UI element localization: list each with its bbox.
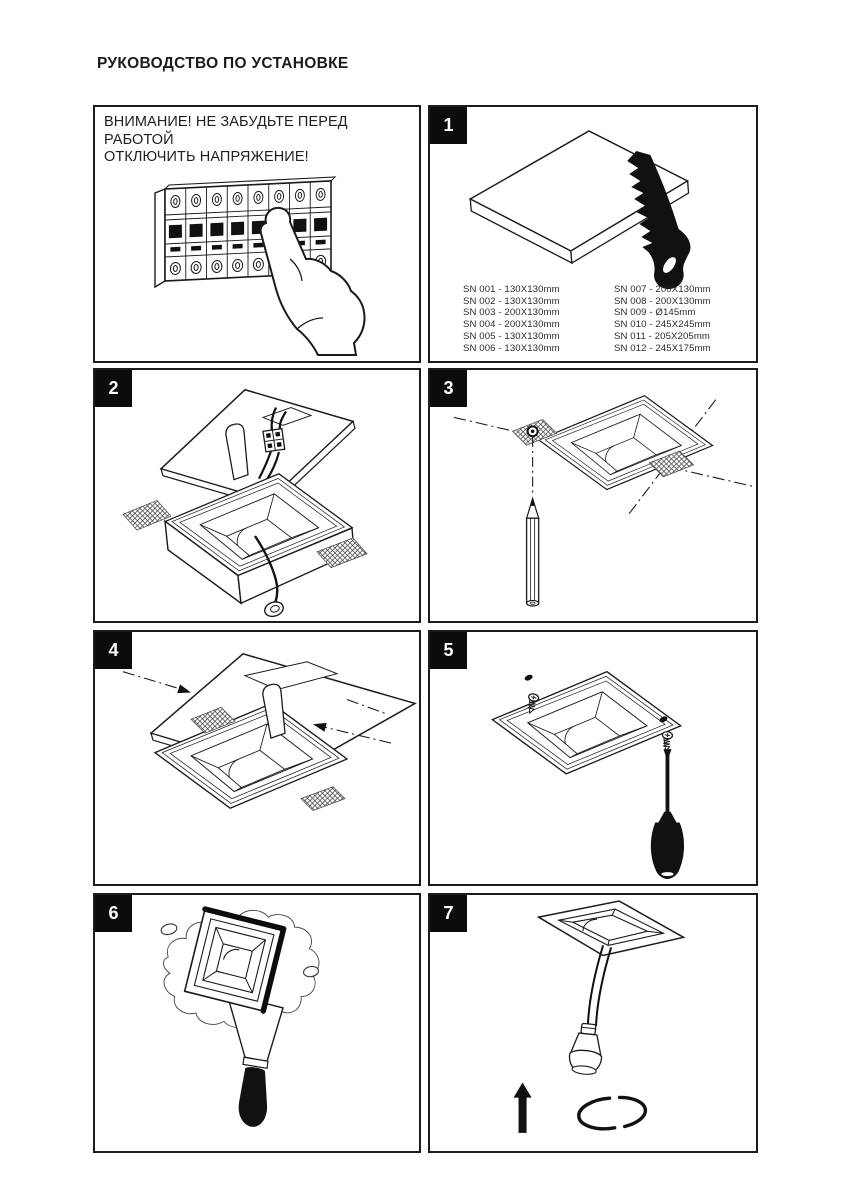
model-item: SN 004 - 200X130mm [463, 319, 560, 331]
putty-knife-icon [227, 994, 283, 1127]
screw-hole-mark [524, 674, 534, 682]
step-number-badge: 5 [430, 632, 467, 669]
step-panel-4 [93, 630, 421, 886]
recessed-fixture-icon [539, 396, 713, 490]
warning-text [104, 114, 419, 167]
terminal-block-icon [263, 429, 285, 452]
lamp-bulb-icon [568, 1022, 605, 1075]
page-title: РУКОВОДСТВО ПО УСТАНОВКЕ [97, 55, 349, 72]
screwdriver-icon [651, 749, 684, 879]
warning-line-2: ОТКЛЮЧИТЬ НАПРЯЖЕНИЕ! [104, 149, 309, 166]
step-panel-3 [428, 368, 758, 623]
model-item: SN 008 - 200X130mm [614, 295, 711, 307]
step-number-badge: 6 [95, 895, 132, 932]
step-number-badge: 1 [430, 107, 467, 144]
warning-line-1: ВНИМАНИЕ! НЕ ЗАБУДЬТЕ ПЕРЕД РАБОТОЙ [104, 114, 348, 148]
model-item: SN 009 - Ø145mm [614, 307, 696, 319]
alignment-line-left [123, 672, 191, 693]
retaining-ring-icon [577, 1095, 647, 1132]
lamp-wires [588, 945, 611, 1026]
up-arrow-icon [514, 1082, 532, 1132]
step4-illustration [95, 632, 419, 884]
model-list-left [463, 284, 560, 354]
step6-illustration [95, 895, 419, 1151]
model-item: SN 002 - 130X130mm [463, 295, 560, 307]
pencil-icon [527, 498, 539, 606]
step-number-badge: 2 [95, 370, 132, 407]
recessed-fixture-icon [492, 672, 680, 774]
plaster-dab [160, 922, 178, 936]
step2-illustration [95, 370, 419, 621]
cable-connector-icon [263, 599, 286, 618]
step-number-badge: 4 [95, 632, 132, 669]
model-item: SN 012 - 245X175mm [614, 342, 711, 354]
model-list-right [614, 284, 711, 354]
screw-icon [661, 731, 673, 752]
model-item: SN 011 - 205X205mm [614, 330, 711, 342]
model-item: SN 001 - 130X130mm [463, 284, 560, 295]
step7-illustration [430, 895, 756, 1151]
model-item: SN 005 - 130X130mm [463, 330, 560, 342]
step-panel-2 [93, 368, 421, 623]
step3-illustration [430, 370, 756, 621]
step-panel-1 [428, 105, 758, 363]
model-item: SN 007 - 200X130mm [614, 284, 711, 295]
step-panel-5 [428, 630, 758, 886]
mark-point [528, 426, 538, 436]
model-item: SN 006 - 130X130mm [463, 342, 560, 354]
installed-fixture-icon [539, 901, 684, 955]
model-item: SN 003 - 200X130mm [463, 307, 560, 319]
step-number-badge: 3 [430, 370, 467, 407]
step-panel-7 [428, 893, 758, 1153]
model-item: SN 010 - 245X245mm [614, 319, 711, 331]
step-number-badge: 7 [430, 895, 467, 932]
step-panel-6 [93, 893, 421, 1153]
warning-panel [93, 105, 421, 363]
step5-illustration [430, 632, 756, 884]
